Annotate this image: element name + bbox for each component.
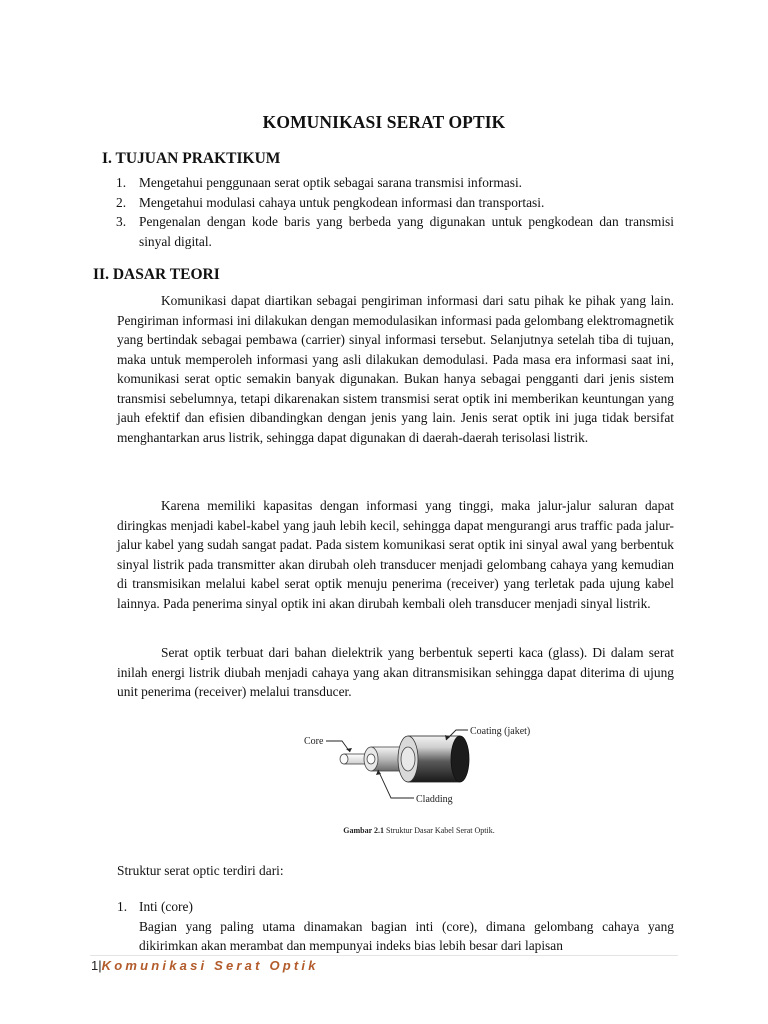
paragraph: Komunikasi dapat diartikan sebagai pengiriman informasi dari satu pihak ke pihak yang lain. Pengiriman informasi ini dilakukan dengan memodulasikan informasi pada gelombang elektromagnetik yang bertindak sebagai pembawa (carrier) sinyal informasi tersebut. Selanjutnya setelah tiba di tujuan, maka untuk memperoleh informasi yang asli dilakukan demodulasi. Pada masa era informasi saat ini, komunikasi serat optic semakin banyak digunakan. Bukan hanya sebagai pengganti dari jenis sistem transmisi sebelumnya, tetapi dikarenakan sistem transmisi serat optik ini memberikan keuntungan yang jauh efektif dan efisien dibandingkan dengan jenis yang lain. Jenis serat optik ini juga tidak bersifat menghantarkan arus listrik, sehingga dapat digunakan di daerah-daerah terisolasi listrik. (117, 293, 674, 445)
footer-separator: | (98, 958, 102, 973)
paragraph: Serat optik terbuat dari bahan dielektrik yang berbentuk seperti kaca (glass). Di dalam serat inilah energi listrik diubah menjadi cahaya yang akan ditransmisikan sehingga dapat diterima di ujung unit penerima (receiver) melalui transducer. (117, 645, 674, 699)
list-number: 3. (116, 214, 127, 229)
structure-item-body: Bagian yang paling utama dinamakan bagian inti (core), dimana gelombang cahaya yang dikirimkan akan merambat dan mempunyai indeks bias lebih besar dari lapisan (139, 918, 674, 953)
structure-item-title: Inti (core) (139, 899, 193, 914)
paragraph: Karena memiliki kapasitas dengan informasi yang tinggi, maka jalur-jalur saluran dapat diringkas menjadi kabel-kabel yang jauh lebih kecil, sehingga dapat mengurangi arus traffic pada jalur-jalur kabel yang sudah sangat padat. Pada sistem komunikasi serat optik ini sinyal awal yang berbentuk sinyal listrik pada transmitter akan dirubah oleh transducer menjadi gelombang cahaya yang kemudian di transmisikan melalui kabel serat optik menuju penerima (receiver) yang terletak pada ujung kabel lainnya. Pada penerima sinyal optik ini akan dirubah kembali oleh transducer menjadi sinyal listrik. (117, 498, 674, 611)
footer-label: Komunikasi Serat Optik (101, 958, 319, 973)
figure-caption-text: Struktur Dasar Kabel Serat Optik. (384, 826, 495, 835)
list-number: 1. (117, 899, 128, 914)
document-title: KOMUNIKASI SERAT OPTIK (262, 112, 506, 132)
footer-divider (90, 955, 678, 956)
section-heading-dasar-teori: II. DASAR TEORI (93, 266, 220, 283)
list-number: 2. (116, 194, 127, 210)
structure-intro: Struktur serat optic terdiri dari: (117, 863, 284, 878)
coating-jacket (398, 736, 469, 782)
list-item (114, 212, 674, 251)
list-number: 1. (116, 175, 127, 190)
page-footer (91, 958, 319, 973)
core-label: Core (304, 736, 324, 747)
list-text: Pengenalan dengan kode baris yang berbeda yang digunakan untuk pengkodean dan transmisi sinyal digital. (139, 214, 674, 249)
section-heading-tujuan: I. TUJUAN PRAKTIKUM (102, 150, 281, 167)
list-text: Mengetahui modulasi cahaya untuk pengkodean informasi dan transportasi. (139, 194, 545, 210)
list-item (114, 193, 674, 213)
page-number: 1 (91, 958, 99, 973)
coating-label: Coating (jaket) (470, 726, 531, 737)
cladding-label: Cladding (416, 794, 453, 805)
figure-caption-number: Gambar 2.1 (343, 826, 385, 835)
list-item (114, 173, 674, 193)
figure-caption (0, 826, 768, 835)
objectives-list (114, 173, 674, 251)
fiber-optic-cable-figure (296, 718, 546, 810)
list-text: Mengetahui penggunaan serat optik sebagai sarana transmisi informasi. (139, 175, 523, 190)
